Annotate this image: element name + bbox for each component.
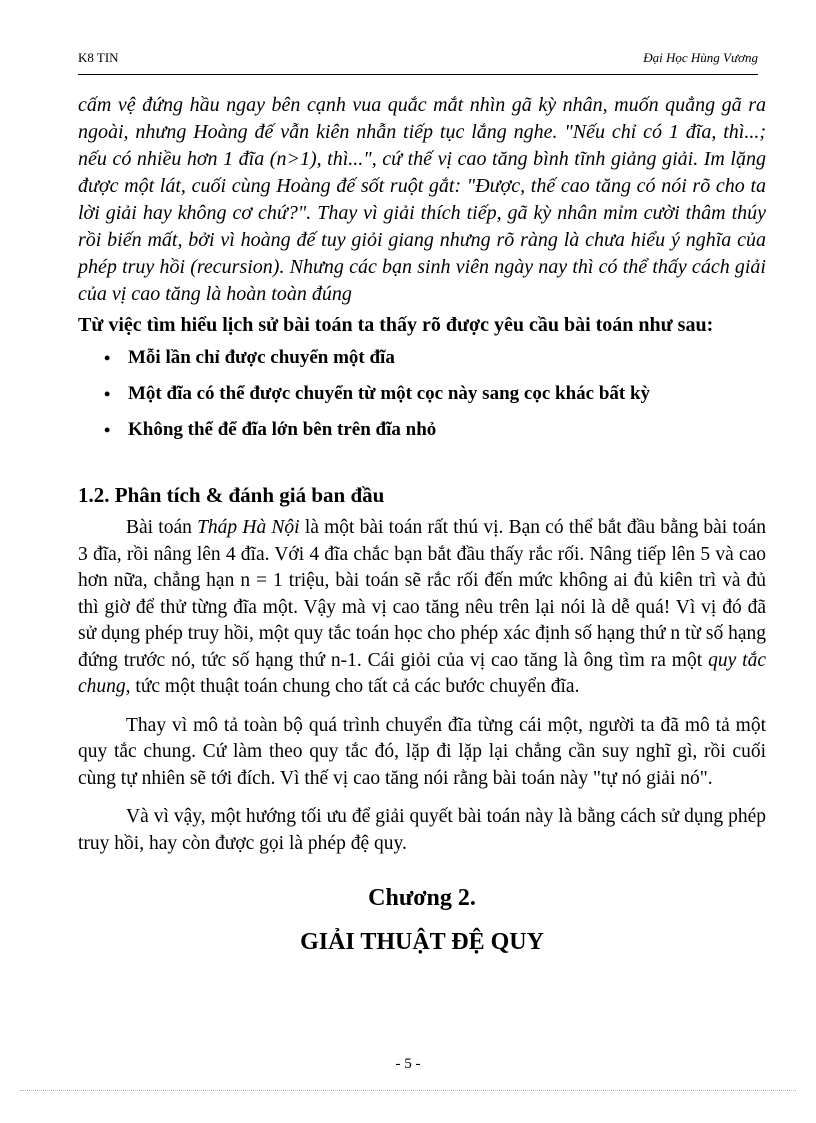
header-rule	[78, 74, 758, 75]
list-item-text: Một đĩa có thể được chuyển từ một cọc này sang cọc khác bất kỳ	[128, 383, 651, 404]
analysis-paragraph-2: Thay vì mô tả toàn bộ quá trình chuyển đĩa từng cái một, người ta đã mô tả một quy tắc chung. Cứ làm theo quy tắc đó, lặp đi lặp lại chẳng cần suy nghĩ gì, rồi cuối cùng tự nhiên sẽ tới đích. Vì thế vị cao tăng nói rằng bài toán này "tự nó giải nó".	[78, 714, 766, 789]
text-run: Bài toán	[126, 517, 198, 538]
list-item	[78, 345, 766, 371]
header-right-text: Đại Học Hùng Vương	[643, 50, 758, 65]
page-number: - 5 -	[395, 1056, 421, 1072]
text-run: tức một thuật toán chung cho tất cả các bước chuyển đĩa.	[130, 676, 580, 697]
italic-term-quy-tac-chung: quy tắc chung,	[78, 649, 766, 697]
requirements-intro: Từ việc tìm hiểu lịch sử bài toán ta thấy rõ được yêu cầu bài toán như sau:	[78, 314, 714, 336]
header-left-text: K8 TIN	[78, 50, 119, 65]
page-bottom-border	[20, 1090, 796, 1091]
bullet-icon: •	[104, 384, 111, 404]
list-item	[78, 381, 766, 407]
analysis-paragraph-3: Và vì vậy, một hướng tối ưu để giải quyết bài toán này là bằng cách sử dụng phép truy hồi, hay còn được gọi là phép đệ quy.	[78, 806, 766, 854]
list-item	[78, 417, 766, 443]
list-item-text: Không thể để đĩa lớn bên trên đĩa nhỏ	[128, 419, 437, 440]
bullet-icon: •	[104, 348, 111, 368]
chapter-title: GIẢI THUẬT ĐỆ QUY	[300, 929, 544, 955]
italic-term-thap-ha-noi: Tháp Hà Nội	[197, 517, 300, 538]
list-item-text: Mỗi lần chỉ được chuyển một đĩa	[128, 347, 395, 368]
analysis-paragraph-1	[78, 515, 766, 701]
bullet-icon: •	[104, 420, 111, 440]
story-paragraph: cấm vệ đứng hầu ngay bên cạnh vua quắc mắt nhìn gã kỳ nhân, muốn quẳng gã ra ngoài, nhưng Hoàng đế vẫn kiên nhẫn tiếp tục lắng nghe. "Nếu chỉ có 1 đĩa, thì...; nếu có nhiều hơn 1 đĩa (n>1), thì...", cứ thế vị cao tăng bình tĩnh giảng giải. Im lặng được một lát, cuối cùng Hoàng đế sốt ruột gắt: "Được, thế cao tăng có nói rõ cho ta lời giải hay không cơ chứ?". Thay vì giải thích tiếp, gã kỳ nhân mỉm cười thâm thúy rồi biến mất, bởi vì hoàng đế tuy giỏi giang nhưng rõ ràng là chưa hiểu ý nghĩa của phép truy hồi (recursion). Nhưng các bạn sinh viên ngày nay thì có thể thấy cách giải của vị cao tăng là hoàn toàn đúng	[78, 94, 766, 305]
page-body	[78, 92, 766, 957]
requirements-list	[78, 345, 766, 443]
section-heading: 1.2. Phân tích & đánh giá ban đầu	[78, 483, 385, 507]
page-header	[78, 50, 758, 70]
text-run: là một bài toán rất thú vị. Bạn có thể bắt đầu bằng bài toán 3 đĩa, rồi nâng lên 4 đĩa. Với 4 đĩa chắc bạn bắt đầu thấy rắc rối. Nâng tiếp lên 5 và cao hơn nữa, chẳng hạn n = 1 triệu, bài toán sẽ rắc rối đến mức không ai đủ kiên trì và đủ thì giờ để thử từng đĩa một. Vậy mà vị cao tăng nêu trên lại nói là dễ quá! Vì vị đó đã sử dụng phép truy hồi, một quy tắc toán học cho phép xác định số hạng thứ n từ số hạng đứng trước nó, tức số hạng thứ n-1. Cái giỏi của vị cao tăng là ông tìm ra một	[78, 517, 767, 671]
chapter-label: Chương 2.	[368, 885, 476, 911]
